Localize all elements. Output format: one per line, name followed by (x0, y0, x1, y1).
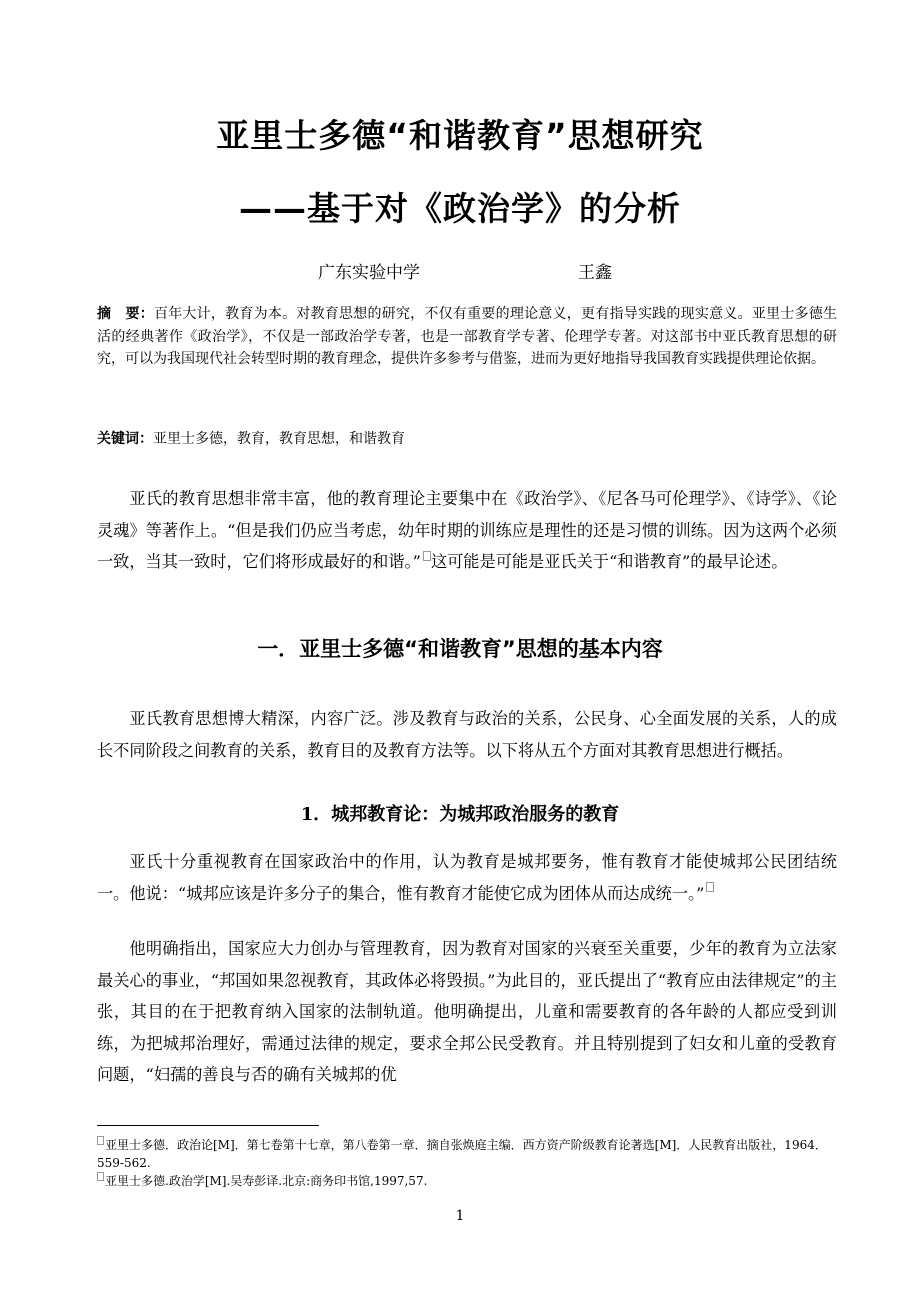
section-heading: 一．亚里士多德“和谐教育”思想的基本内容 (257, 637, 663, 661)
intro-paragraph (97, 483, 837, 578)
footnote-1 (97, 1136, 837, 1172)
subsection-heading: 1．城邦教育论：为城邦政治服务的教育 (300, 804, 620, 825)
footnote-ref-marker (423, 551, 431, 561)
section-paragraph: 亚氏教育思想博大精深，内容广泛。涉及教育与政治的关系，公民身、心全面发展的关系，人的成长不同阶段之间教育的关系，教育目的及教育方法等。以下将从五个方面对其教育思想进行概括。 (97, 709, 837, 760)
page-number: 1 (455, 1208, 465, 1224)
footnote-2-text: 亚里士多德.政治学[M].吴寿彭译.北京:商务印书馆,1997,57. (105, 1174, 428, 1188)
keywords (97, 428, 837, 448)
abstract-text: 百年大计，教育为本。对教育思想的研究，不仅有重要的理论意义，更有指导实践的现实意义。亚里士多德生活的经典著作《政治学》，不仅是一部政治学专著，也是一部教育学专著、伦理学专著。对这部书中亚氏教育思想的研究，可以为我国现代社会转型时期的教育理念，提供许多参考与借鉴，进而为更好地指导我国教育实践提供理论依据。 (97, 306, 838, 367)
footnote-marker (97, 1172, 104, 1181)
footnote-separator (97, 1125, 319, 1126)
keywords-label: 关键词： (97, 431, 153, 447)
intro-tail: 这可能是可能是亚氏关于“和谐教育”的最早论述。 (430, 552, 788, 571)
intro-text: 亚氏的教育思想非常丰富，他的教育理论主要集中在《政治学》、《尼各马可伦理学》、《诗学》、《论灵魂》等著作上。“但是我们仍应当考虑，幼年时期的训练应是理性的还是习惯的训练。因为这两个必须一致，当其一致时，它们将形成最好的和谐。” (97, 489, 837, 571)
abstract-label: 摘 要： (97, 306, 154, 322)
affiliation: 广东实验中学 (318, 263, 420, 283)
footnote-1-text: 亚里士多德．政治论[M]．第七卷第十七章，第八卷第一章．摘自张焕庭主编．西方资产阶级教育论著选[M]．人民教育出版社，1964．559-562. (97, 1138, 827, 1170)
subsection-paragraph-2: 他明确指出，国家应大力创办与管理教育，因为教育对国家的兴衰至关重要，少年的教育为立法家最关心的事业，“邦国如果忽视教育，其政体必将毁损。”为此目的，亚氏提出了“教育应由法律规定”的主张，其目的在于把教育纳入国家的法制轨道。他明确提出，儿童和需要教育的各年龄的人都应受到训练，为把城邦治理好，需通过法律的规定，要求全邦公民受教育。并且特别提到了妇女和儿童的受教育问题，“妇孺的善良与否的确有关城邦的优 (97, 939, 837, 1084)
paper-title: 亚里士多德“和谐教育”思想研究 (216, 116, 704, 155)
footnote-2 (97, 1172, 837, 1190)
paper-subtitle: ——基于对《政治学》的分析 (239, 189, 681, 228)
abstract (97, 303, 837, 371)
footnote-ref-marker (706, 882, 714, 892)
subsection-paragraph-1 (97, 846, 837, 909)
keywords-text: 亚里士多德，教育，教育思想，和谐教育 (153, 431, 405, 447)
footnote-marker (97, 1136, 104, 1145)
subsection-paragraph-1-text: 亚氏十分重视教育在国家政治中的作用，认为教育是城邦要务，惟有教育才能使城邦公民团结统一。他说：“城邦应该是许多分子的集合，惟有教育才能使它成为团体从而达成统一。” (97, 852, 837, 903)
author-name: 王鑫 (578, 263, 612, 283)
